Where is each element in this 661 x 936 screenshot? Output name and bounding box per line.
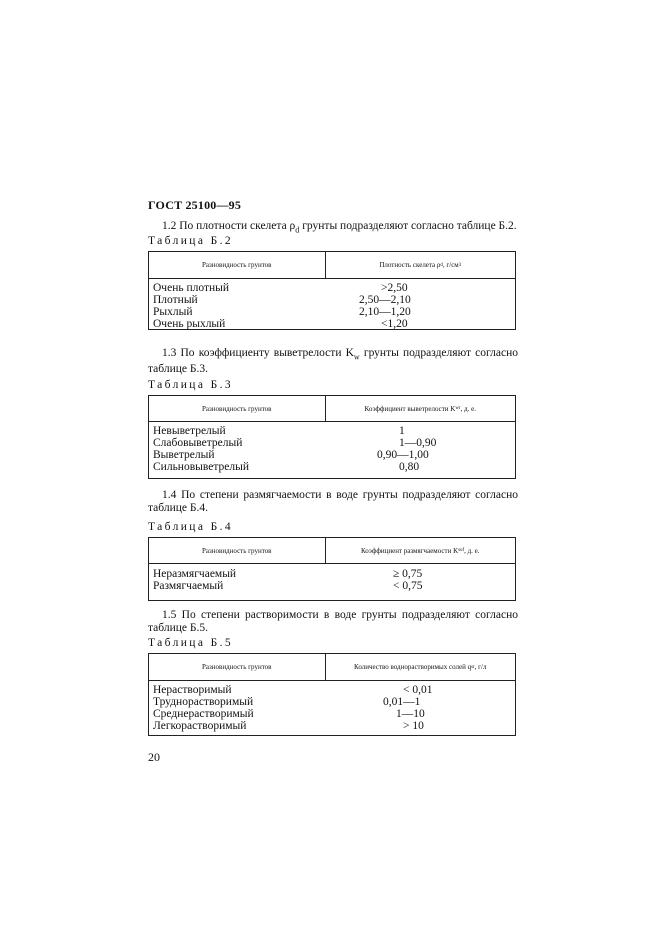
paragraph-text: 1.2 По плотности скелета ρ bbox=[162, 220, 296, 232]
table-cell: Плотный bbox=[153, 294, 198, 306]
table-caption-b5: Таблица Б.5 bbox=[148, 637, 234, 649]
column-value bbox=[325, 282, 515, 330]
column-header-value bbox=[325, 396, 515, 421]
table-cell: 1—0,90 bbox=[399, 437, 437, 449]
paragraph-1-2 bbox=[148, 220, 518, 236]
table-cell: Очень плотный bbox=[153, 282, 230, 294]
table-body bbox=[149, 422, 515, 473]
table-cell: 1—10 bbox=[396, 708, 425, 720]
table-body bbox=[149, 564, 515, 592]
header-text-rest: , г/л bbox=[474, 663, 487, 671]
page-number: 20 bbox=[148, 750, 160, 764]
table-header bbox=[149, 538, 515, 564]
table-b3 bbox=[148, 395, 516, 479]
table-cell: 0,80 bbox=[399, 461, 420, 473]
table-cell: 2,10—1,20 bbox=[359, 306, 411, 318]
table-cell: Выветрелый bbox=[153, 449, 215, 461]
column-value bbox=[325, 684, 515, 732]
column-type bbox=[149, 568, 325, 592]
table-header bbox=[149, 654, 515, 681]
column-header-value bbox=[325, 654, 515, 680]
table-cell: Среднерастворимый bbox=[153, 708, 254, 720]
paragraph-text: 1.5 По степени растворимости в воде грунты подразделяют согласно таблице Б.5. bbox=[148, 609, 518, 634]
table-cell: Труднорастворимый bbox=[153, 696, 254, 708]
document-header: ГОСТ 25100—95 bbox=[148, 198, 242, 212]
table-cell: ≥ 0,75 bbox=[393, 568, 423, 580]
paragraph-text-rest: грунты подразделяют согласно таблице Б.3. bbox=[148, 347, 519, 376]
paragraph-subscript: d bbox=[295, 225, 300, 235]
column-header-type: Разновидность грунтов bbox=[202, 663, 272, 671]
column-header-type: Разновидность грунтов bbox=[202, 546, 272, 555]
table-b5 bbox=[148, 653, 516, 736]
paragraph-subscript: w bbox=[353, 352, 360, 362]
table-cell: 0,90—1,00 bbox=[377, 449, 429, 461]
header-text: Коэффициент выветрелости K bbox=[364, 404, 456, 413]
table-header bbox=[149, 252, 515, 279]
column-type bbox=[149, 684, 325, 732]
paragraph-text: 1.3 По коэффициенту выветрелости K bbox=[162, 347, 354, 359]
paragraph-1-4 bbox=[148, 489, 518, 515]
column-value bbox=[325, 425, 515, 473]
header-superscript: 3 bbox=[458, 262, 462, 268]
table-body bbox=[149, 681, 515, 732]
paragraph-1-5 bbox=[148, 609, 518, 635]
table-caption-b3: Таблица Б.3 bbox=[148, 379, 234, 391]
header-subscript: wr bbox=[455, 406, 461, 411]
table-cell: Очень рыхлый bbox=[153, 318, 226, 330]
column-header-type: Разновидность грунтов bbox=[202, 404, 272, 413]
table-cell: Легкорастворимый bbox=[153, 720, 247, 732]
table-cell: Невыветрелый bbox=[153, 425, 226, 437]
column-value bbox=[325, 568, 515, 592]
column-header-value bbox=[325, 252, 515, 278]
table-cell: 0,01—1 bbox=[383, 696, 421, 708]
column-header-value bbox=[325, 538, 515, 563]
paragraph-text-rest: грунты подразделяют согласно таблице Б.2. bbox=[299, 220, 517, 232]
table-cell: <1,20 bbox=[381, 318, 408, 330]
table-cell: >2,50 bbox=[381, 282, 408, 294]
table-cell: Нерастворимый bbox=[153, 684, 232, 696]
table-cell: Рыхлый bbox=[153, 306, 193, 318]
header-subscript: d bbox=[440, 262, 443, 268]
table-caption-b4: Таблица Б.4 bbox=[148, 521, 234, 533]
table-cell: > 10 bbox=[403, 720, 424, 732]
header-text: Плотность скелета ρ bbox=[379, 261, 441, 269]
paragraph-text: 1.4 По степени размягчаемости в воде грунты подразделяют согласно таблице Б.4. bbox=[148, 489, 518, 514]
table-cell: Размягчаемый bbox=[153, 580, 224, 592]
header-subscript: sr bbox=[471, 664, 475, 670]
header-text: Коэффициент размягчаемости K bbox=[360, 546, 459, 555]
table-header bbox=[149, 396, 515, 422]
table-cell: 2,50—2,10 bbox=[359, 294, 411, 306]
table-cell: < 0,01 bbox=[403, 684, 433, 696]
column-type bbox=[149, 425, 325, 473]
table-b2 bbox=[148, 251, 516, 330]
table-caption-b2: Таблица Б.2 bbox=[148, 235, 234, 247]
column-header-type: Разновидность грунтов bbox=[202, 261, 272, 269]
header-text-rest: , д. е. bbox=[464, 546, 480, 555]
table-cell: Слабовыветрелый bbox=[153, 437, 243, 449]
table-body bbox=[149, 279, 515, 330]
table-cell: < 0,75 bbox=[393, 580, 423, 592]
column-type bbox=[149, 282, 325, 330]
table-cell: Неразмягчаемый bbox=[153, 568, 237, 580]
paragraph-1-3 bbox=[148, 347, 518, 376]
header-subscript: sof bbox=[458, 548, 465, 553]
table-cell: Сильновыветрелый bbox=[153, 461, 249, 473]
table-b4 bbox=[148, 537, 516, 601]
table-cell: 1 bbox=[399, 425, 405, 437]
header-text-rest: , г/см bbox=[442, 261, 459, 269]
header-text: Количество воднорастворимых солей q bbox=[354, 663, 472, 671]
header-text-rest: , д. е. bbox=[460, 404, 476, 413]
